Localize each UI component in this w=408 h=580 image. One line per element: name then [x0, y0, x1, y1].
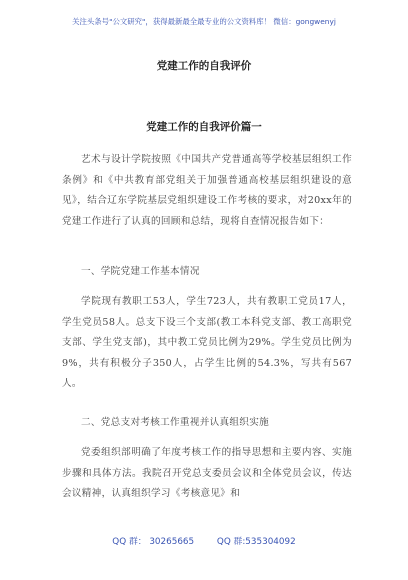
paragraph-assessment — [62, 443, 352, 505]
paragraph-text: 党委组织部明确了年度考核工作的指导思想和主要内容、实施步骤和具体方法。我院召开党总支委员会议和全体党员会议，传达会议精神，认真组织学习《考核意见》和 — [62, 447, 352, 499]
heading-text: 二、党总支对考核工作重视并认真组织实施 — [81, 417, 269, 428]
paragraph-text: 艺术与设计学院按照《中国共产党普通高等学校基层组织工作条例》和《中共教育部党组关于加强普通高校基层组织建设的意见》，结合辽东学院基层党组织建设工作考核的要求，对20xx年的党建工作进行了认真的回顾和总结，现将自查情况报告如下： — [62, 154, 352, 227]
header-promo-note: 关注头条号"公文研究"，获得最新最全最专业的公文资料库！ 微信：gongwenyj — [72, 17, 336, 26]
paragraph-text: 学院现有教职工53人，学生723人，共有教职工党员17人，学生党员58人。总支下设三个支部(教工本科党支部、教工高职党支部、学生党支部)，其中教工党员比例为29%。学生党员比例为9%，共有积极分子350人，占学生比例的54.3%，写共有567人。 — [62, 296, 352, 389]
footer-qq-group-2: QQ 群:535304092 — [216, 537, 296, 547]
heading-assessment — [62, 413, 352, 434]
paragraph-statistics — [62, 292, 352, 395]
footer-qq-group-1: QQ 群： 30265665 — [112, 537, 195, 547]
section-title: 党建工作的自我评价篇一 — [146, 121, 262, 133]
footer-contact — [0, 534, 408, 547]
paragraph-intro — [62, 150, 352, 232]
heading-basic-situation — [62, 262, 352, 283]
heading-text: 一、学院党建工作基本情况 — [81, 266, 200, 277]
document-title: 党建工作的自我评价 — [156, 60, 252, 72]
